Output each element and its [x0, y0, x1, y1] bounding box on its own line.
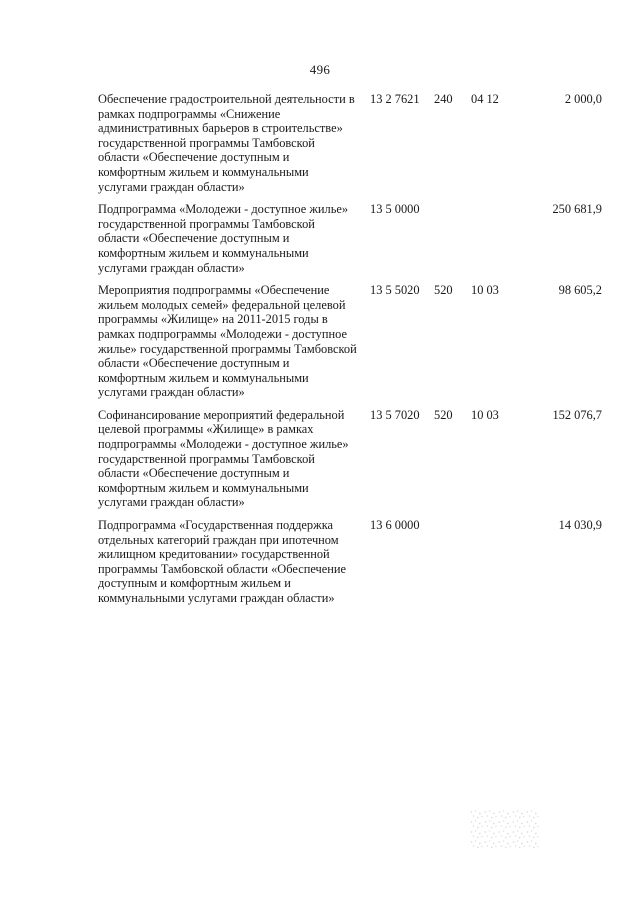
row-target-code: 13 5 7020 [370, 407, 420, 422]
row-section: 04 12 [471, 92, 499, 106]
table-row [0, 408, 640, 510]
scan-artifact [470, 810, 540, 850]
row-amount: 250 681,9 [552, 202, 602, 217]
row-description: Обеспечение градостроительной деятельности в рамках подпрограммы «Снижение административных барьеров в строительстве» государственной программы Тамбовской области «Обеспечение доступным и комфортным жильем и коммунальными услугами граждан области» [98, 92, 355, 194]
row-section: 10 03 [471, 407, 499, 422]
row-target-code: 13 5 5020 [370, 283, 420, 298]
page-number: 496 [309, 62, 331, 77]
row-target-code: 13 6 0000 [370, 518, 420, 533]
budget-table [0, 92, 640, 614]
row-amount: 14 030,9 [558, 518, 602, 533]
table-row [0, 518, 640, 606]
row-expense-type: 520 [434, 283, 453, 298]
row-target-code: 13 5 0000 [370, 202, 420, 217]
row-amount: 98 605,2 [558, 283, 602, 298]
row-target-code: 13 2 7621 [370, 92, 420, 106]
table-row [0, 283, 640, 400]
row-description: Мероприятия подпрограммы «Обеспечение жильем молодых семей» федеральной целевой программы «Жилище» на 2011-2015 годы в рамках подпрограммы «Молодежи - доступное жилье» государственной программы Тамбовской области «Обеспечение доступным и комфортным жильем и коммунальными услугами граждан области» [98, 283, 357, 400]
row-description: Подпрограмма «Государственная поддержка отдельных категорий граждан при ипотечном жилищном кредитовании» государственной программы Тамбовской области «Обеспечение доступным и комфортным жильем и коммунальными услугами граждан области» [98, 518, 347, 605]
table-row [0, 92, 640, 194]
row-amount: 152 076,7 [552, 407, 602, 422]
row-description: Подпрограмма «Молодежи - доступное жилье» государственной программы Тамбовской области «Обеспечение доступным и комфортным жильем и коммунальными услугами граждан области» [98, 202, 349, 275]
row-description: Софинансирование мероприятий федеральной целевой программы «Жилище» в рамках подпрограммы «Молодежи - доступное жилье» государственной программы Тамбовской области «Обеспечение доступным и комфортным жильем и коммунальными услугами граждан области» [98, 407, 349, 510]
row-expense-type: 240 [434, 92, 453, 106]
row-section: 10 03 [471, 283, 499, 298]
row-amount: 2 000,0 [564, 92, 602, 106]
table-row [0, 202, 640, 275]
row-expense-type: 520 [434, 407, 453, 422]
